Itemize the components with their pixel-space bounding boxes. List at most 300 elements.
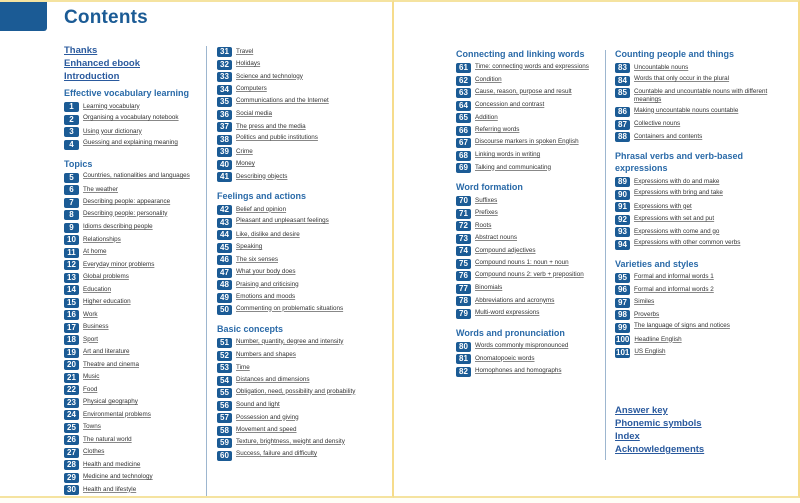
unit-number-badge: 87 bbox=[615, 120, 630, 130]
unit-title[interactable]: Formal and informal words 1 bbox=[634, 273, 714, 280]
unit-number-badge: 34 bbox=[217, 85, 232, 95]
section-heading: Varieties and styles bbox=[615, 258, 699, 269]
unit-title[interactable]: Words commonly mispronounced bbox=[475, 342, 569, 349]
unit-title[interactable]: Sound and light bbox=[236, 401, 280, 408]
unit-link[interactable] bbox=[217, 171, 367, 182]
unit-title[interactable]: Travel bbox=[236, 47, 254, 55]
unit-link[interactable] bbox=[456, 233, 604, 244]
unit-number-badge: 49 bbox=[217, 293, 232, 303]
unit-link[interactable] bbox=[64, 347, 204, 358]
unit-number-badge: 79 bbox=[456, 309, 471, 319]
unit-number-badge: 38 bbox=[217, 135, 232, 145]
unit-link[interactable] bbox=[64, 372, 204, 383]
unit-number-badge: 43 bbox=[217, 218, 232, 228]
unit-link[interactable] bbox=[217, 350, 367, 361]
contents-column-3 bbox=[456, 48, 604, 385]
unit-title[interactable]: The press and the media bbox=[236, 122, 306, 130]
unit-title[interactable]: Higher education bbox=[83, 298, 131, 305]
unit-title[interactable]: Movement and speed bbox=[236, 426, 297, 433]
unit-link[interactable] bbox=[64, 459, 204, 470]
link-thanks[interactable]: Thanks bbox=[64, 45, 98, 56]
unit-title[interactable]: Formal and informal words 2 bbox=[634, 285, 714, 293]
unit-link[interactable] bbox=[217, 292, 367, 303]
unit-link[interactable] bbox=[615, 201, 775, 212]
unit-title[interactable]: Number, quantity, degree and intensity bbox=[236, 337, 344, 345]
unit-title[interactable]: Compound nouns 1: noun + noun bbox=[475, 259, 569, 266]
unit-link[interactable] bbox=[217, 362, 367, 373]
unit-title[interactable]: Expressions with get bbox=[634, 202, 692, 210]
unit-number-badge: 92 bbox=[615, 215, 630, 225]
unit-link[interactable] bbox=[456, 258, 604, 269]
unit-title[interactable]: Clothes bbox=[83, 448, 105, 455]
contents-section bbox=[217, 190, 367, 315]
unit-number-badge: 99 bbox=[615, 323, 630, 333]
unit-title[interactable]: Homophones and homographs bbox=[475, 367, 562, 374]
unit-number-badge: 76 bbox=[456, 271, 471, 281]
unit-number-badge: 6 bbox=[64, 185, 79, 195]
section-heading: Effective vocabulary learning bbox=[64, 88, 190, 98]
unit-link[interactable] bbox=[456, 341, 604, 352]
unit-title[interactable]: Addition bbox=[475, 113, 498, 121]
unit-title[interactable]: Expressions with come and go bbox=[634, 227, 720, 235]
unit-title[interactable]: Texture, brightness, weight and density bbox=[236, 437, 345, 445]
unit-link[interactable] bbox=[217, 96, 367, 107]
contents-column-2 bbox=[217, 46, 367, 469]
unit-title[interactable]: Time bbox=[236, 363, 250, 371]
unit-title[interactable]: Physical geography bbox=[83, 398, 138, 405]
unit-link[interactable] bbox=[64, 222, 204, 233]
unit-link[interactable] bbox=[456, 295, 604, 306]
unit-number-badge: 74 bbox=[456, 246, 471, 256]
unit-number-badge: 83 bbox=[615, 63, 630, 73]
unit-link[interactable] bbox=[64, 197, 204, 208]
unit-link[interactable] bbox=[64, 184, 204, 195]
unit-link[interactable] bbox=[456, 366, 604, 377]
unit-title[interactable]: The language of signs and notices bbox=[634, 322, 730, 329]
unit-number-badge: 81 bbox=[456, 354, 471, 364]
unit-link[interactable] bbox=[615, 272, 775, 283]
unit-title[interactable]: Speaking bbox=[236, 243, 263, 250]
unit-title[interactable]: Distances and dimensions bbox=[236, 376, 310, 383]
unit-number-badge: 46 bbox=[217, 255, 232, 265]
contents-section bbox=[456, 48, 604, 173]
unit-number-badge: 18 bbox=[64, 335, 79, 345]
unit-number-badge: 54 bbox=[217, 376, 232, 386]
unit-title[interactable]: Using your dictionary bbox=[83, 127, 142, 135]
unit-number-badge: 32 bbox=[217, 60, 232, 70]
unit-number-badge: 40 bbox=[217, 160, 232, 170]
unit-number-badge: 14 bbox=[64, 285, 79, 295]
unit-number-badge: 9 bbox=[64, 223, 79, 233]
unit-link[interactable] bbox=[217, 229, 367, 240]
unit-link[interactable] bbox=[615, 297, 775, 308]
unit-link[interactable] bbox=[456, 100, 604, 111]
unit-title[interactable]: Praising and criticising bbox=[236, 280, 299, 288]
unit-number-badge: 28 bbox=[64, 460, 79, 470]
unit-link[interactable] bbox=[64, 101, 204, 112]
unit-link[interactable] bbox=[456, 112, 604, 123]
unit-title[interactable]: Theatre and cinema bbox=[83, 360, 140, 368]
unit-title[interactable]: Countries, nationalities and languages bbox=[83, 172, 190, 179]
unit-number-badge: 10 bbox=[64, 235, 79, 245]
unit-title[interactable]: Obligation, need, possibility and probability bbox=[236, 387, 356, 395]
unit-number-badge: 72 bbox=[456, 221, 471, 231]
unit-number-badge: 15 bbox=[64, 298, 79, 308]
unit-link[interactable] bbox=[64, 114, 204, 125]
unit-title[interactable]: Expressions with do and make bbox=[634, 177, 720, 185]
unit-number-badge: 63 bbox=[456, 88, 471, 98]
unit-link[interactable] bbox=[456, 270, 604, 281]
unit-title[interactable]: Expressions with set and put bbox=[634, 215, 715, 222]
unit-title[interactable]: Guessing and explaining meaning bbox=[83, 139, 178, 146]
section-heading: Phrasal verbs and verb-based expressions bbox=[615, 151, 744, 173]
unit-link[interactable] bbox=[64, 334, 204, 345]
unit-title[interactable]: Collective nouns bbox=[634, 120, 681, 127]
link-acknowledgements[interactable]: Acknowledgements bbox=[615, 444, 705, 455]
unit-number-badge: 57 bbox=[217, 413, 232, 423]
unit-link[interactable] bbox=[217, 159, 367, 170]
unit-number-badge: 95 bbox=[615, 273, 630, 283]
unit-title[interactable]: Commenting on problematic situations bbox=[236, 304, 344, 312]
unit-title[interactable]: Food bbox=[83, 385, 98, 393]
unit-link[interactable] bbox=[615, 226, 775, 237]
right-page bbox=[394, 0, 800, 498]
link-phonemic-symbols[interactable]: Phonemic symbols bbox=[615, 418, 702, 429]
unit-number-badge: 12 bbox=[64, 260, 79, 270]
unit-title[interactable]: Making uncountable nouns countable bbox=[634, 106, 739, 114]
unit-link[interactable] bbox=[217, 337, 367, 348]
unit-link[interactable] bbox=[217, 437, 367, 448]
unit-title[interactable]: Learning vocabulary bbox=[83, 102, 140, 110]
unit-link[interactable] bbox=[64, 172, 204, 183]
unit-link[interactable] bbox=[615, 106, 775, 117]
unit-link[interactable] bbox=[456, 308, 604, 319]
unit-title[interactable]: Talking and communicating bbox=[475, 163, 551, 171]
unit-link[interactable] bbox=[217, 217, 367, 228]
unit-title[interactable]: Countable and uncountable nouns with different meanings bbox=[634, 87, 768, 103]
unit-title[interactable]: Multi-word expressions bbox=[475, 309, 540, 316]
front-matter-links bbox=[64, 44, 204, 83]
unit-link[interactable] bbox=[456, 208, 604, 219]
contents-section bbox=[456, 327, 604, 377]
unit-link[interactable] bbox=[456, 245, 604, 256]
unit-number-badge: 64 bbox=[456, 101, 471, 111]
unit-link[interactable] bbox=[615, 239, 775, 250]
unit-title[interactable]: Art and literature bbox=[83, 348, 130, 355]
unit-link[interactable] bbox=[64, 322, 204, 333]
unit-link[interactable] bbox=[64, 309, 204, 320]
unit-title[interactable]: Linking words in writing bbox=[475, 151, 541, 158]
unit-title[interactable]: Crime bbox=[236, 147, 253, 155]
unit-title[interactable]: Binomials bbox=[475, 284, 503, 291]
unit-number-badge: 97 bbox=[615, 298, 630, 308]
unit-link[interactable] bbox=[64, 297, 204, 308]
unit-number-badge: 25 bbox=[64, 423, 79, 433]
unit-link[interactable] bbox=[615, 309, 775, 320]
unit-link[interactable] bbox=[217, 267, 367, 278]
unit-number-badge: 24 bbox=[64, 410, 79, 420]
unit-link[interactable] bbox=[217, 134, 367, 145]
unit-link[interactable] bbox=[456, 137, 604, 148]
unit-link[interactable] bbox=[217, 254, 367, 265]
unit-number-badge: 68 bbox=[456, 151, 471, 161]
unit-title[interactable]: Success, failure and difficulty bbox=[236, 450, 318, 457]
unit-number-badge: 52 bbox=[217, 351, 232, 361]
unit-link[interactable] bbox=[64, 397, 204, 408]
unit-title[interactable]: Compound adjectives bbox=[475, 246, 536, 254]
link-enhanced-ebook[interactable]: Enhanced ebook bbox=[64, 58, 141, 69]
unit-title[interactable]: Money bbox=[236, 160, 255, 167]
contents-section bbox=[615, 48, 775, 142]
unit-title[interactable]: Like, dislike and desire bbox=[236, 230, 300, 238]
unit-number-badge: 19 bbox=[64, 348, 79, 358]
unit-link[interactable] bbox=[217, 121, 367, 132]
unit-number-badge: 50 bbox=[217, 305, 232, 315]
unit-link[interactable] bbox=[64, 484, 204, 495]
unit-link[interactable] bbox=[217, 46, 367, 57]
unit-title[interactable]: Numbers and shapes bbox=[236, 351, 296, 358]
unit-link[interactable] bbox=[64, 259, 204, 270]
unit-number-badge: 4 bbox=[64, 140, 79, 150]
unit-title[interactable]: Sport bbox=[83, 335, 99, 343]
unit-title[interactable]: Everyday minor problems bbox=[83, 260, 155, 268]
unit-link[interactable] bbox=[217, 425, 367, 436]
unit-title[interactable]: Expressions with bring and take bbox=[634, 189, 723, 196]
unit-title[interactable]: Referring words bbox=[475, 126, 520, 133]
unit-title[interactable]: Social media bbox=[236, 110, 273, 117]
unit-link[interactable] bbox=[64, 472, 204, 483]
unit-title[interactable]: Emotions and moods bbox=[236, 293, 296, 300]
unit-link[interactable] bbox=[615, 347, 775, 358]
unit-number-badge: 86 bbox=[615, 107, 630, 117]
unit-title[interactable]: Describing objects bbox=[236, 172, 288, 180]
unit-link[interactable] bbox=[217, 279, 367, 290]
unit-link[interactable] bbox=[456, 220, 604, 231]
column-divider bbox=[605, 50, 606, 460]
unit-link[interactable] bbox=[64, 384, 204, 395]
unit-number-badge: 47 bbox=[217, 268, 232, 278]
unit-title[interactable]: Abstract nouns bbox=[475, 234, 518, 241]
unit-title[interactable]: The weather bbox=[83, 185, 119, 193]
unit-number-badge: 80 bbox=[456, 342, 471, 352]
unit-title[interactable]: Proverbs bbox=[634, 310, 660, 318]
contents-section bbox=[64, 158, 204, 496]
unit-title[interactable]: Health and lifestyle bbox=[83, 485, 137, 493]
unit-number-badge: 75 bbox=[456, 259, 471, 269]
unit-link[interactable] bbox=[217, 375, 367, 386]
unit-title[interactable]: Describing people: appearance bbox=[83, 198, 171, 205]
unit-number-badge: 36 bbox=[217, 110, 232, 120]
unit-link[interactable] bbox=[217, 400, 367, 411]
unit-title[interactable]: Computers bbox=[236, 85, 267, 92]
unit-link[interactable] bbox=[64, 409, 204, 420]
section-heading: Topics bbox=[64, 158, 93, 169]
unit-title[interactable]: Idioms describing people bbox=[83, 223, 153, 230]
unit-title[interactable]: Pleasant and unpleasant feelings bbox=[236, 217, 329, 224]
section-heading: Words and pronunciation bbox=[456, 327, 565, 338]
unit-link[interactable] bbox=[615, 189, 775, 200]
unit-number-badge: 82 bbox=[456, 367, 471, 377]
unit-title[interactable]: Uncountable nouns bbox=[634, 63, 689, 71]
unit-link[interactable] bbox=[64, 272, 204, 283]
unit-title[interactable]: Headline English bbox=[634, 335, 682, 343]
unit-link[interactable] bbox=[615, 75, 775, 86]
unit-title[interactable]: Onomatopoeic words bbox=[475, 354, 535, 362]
unit-number-badge: 39 bbox=[217, 147, 232, 157]
unit-title[interactable]: Work bbox=[83, 310, 98, 318]
unit-title[interactable]: Cause, reason, purpose and result bbox=[475, 87, 572, 95]
unit-title[interactable]: Abbreviations and acronyms bbox=[475, 296, 555, 304]
unit-number-badge: 1 bbox=[64, 102, 79, 112]
unit-link[interactable] bbox=[217, 146, 367, 157]
unit-title[interactable]: Discourse markers in spoken English bbox=[475, 137, 579, 145]
unit-number-badge: 84 bbox=[615, 76, 630, 86]
unit-number-badge: 90 bbox=[615, 190, 630, 200]
section-heading: Connecting and linking words bbox=[456, 49, 585, 59]
unit-link[interactable] bbox=[456, 150, 604, 161]
unit-link[interactable] bbox=[64, 126, 204, 137]
unit-link[interactable] bbox=[64, 359, 204, 370]
unit-number-badge: 91 bbox=[615, 202, 630, 212]
unit-link[interactable] bbox=[615, 322, 775, 333]
unit-link[interactable] bbox=[64, 234, 204, 245]
unit-number-badge: 31 bbox=[217, 47, 232, 57]
unit-link[interactable] bbox=[456, 87, 604, 98]
unit-link[interactable] bbox=[456, 195, 604, 206]
unit-title[interactable]: Education bbox=[83, 285, 112, 293]
unit-link[interactable] bbox=[217, 304, 367, 315]
unit-title[interactable]: Communications and the Internet bbox=[236, 96, 329, 104]
unit-title[interactable]: Holidays bbox=[236, 60, 261, 67]
link-index[interactable]: Index bbox=[615, 431, 640, 442]
unit-number-badge: 44 bbox=[217, 230, 232, 240]
unit-number-badge: 51 bbox=[217, 338, 232, 348]
unit-number-badge: 93 bbox=[615, 227, 630, 237]
unit-title[interactable]: Organising a vocabulary notebook bbox=[83, 114, 179, 121]
unit-link[interactable] bbox=[615, 131, 775, 142]
unit-link[interactable] bbox=[64, 284, 204, 295]
unit-link[interactable] bbox=[64, 422, 204, 433]
unit-number-badge: 41 bbox=[217, 172, 232, 182]
unit-link[interactable] bbox=[456, 353, 604, 364]
unit-link[interactable] bbox=[615, 87, 775, 105]
unit-link[interactable] bbox=[456, 75, 604, 86]
unit-link[interactable] bbox=[217, 71, 367, 82]
unit-title[interactable]: Health and medicine bbox=[83, 460, 141, 468]
unit-link[interactable] bbox=[456, 125, 604, 136]
unit-number-badge: 3 bbox=[64, 127, 79, 137]
unit-link[interactable] bbox=[615, 176, 775, 187]
unit-link[interactable] bbox=[456, 162, 604, 173]
link-introduction[interactable]: Introduction bbox=[64, 71, 120, 82]
unit-link[interactable] bbox=[64, 139, 204, 150]
unit-number-badge: 67 bbox=[456, 138, 471, 148]
unit-link[interactable] bbox=[615, 214, 775, 225]
unit-title[interactable]: Science and technology bbox=[236, 72, 303, 80]
unit-title[interactable]: Environmental problems bbox=[83, 410, 151, 418]
unit-title[interactable]: US English bbox=[634, 348, 666, 355]
unit-title[interactable]: Compound nouns 2: verb + preposition bbox=[475, 270, 584, 278]
unit-link[interactable] bbox=[615, 334, 775, 345]
contents-column-1 bbox=[64, 44, 204, 503]
unit-number-badge: 5 bbox=[64, 173, 79, 183]
page-title: Contents bbox=[64, 7, 148, 28]
unit-number-badge: 100 bbox=[616, 335, 630, 344]
section-heading: Counting people and things bbox=[615, 49, 734, 59]
unit-number-badge: 26 bbox=[64, 435, 79, 445]
unit-title[interactable]: The natural world bbox=[83, 435, 132, 443]
unit-number-badge: 70 bbox=[456, 196, 471, 206]
unit-title[interactable]: Suffixes bbox=[475, 196, 498, 204]
unit-title[interactable]: Expressions with other common verbs bbox=[634, 239, 741, 246]
unit-number-badge: 7 bbox=[64, 198, 79, 208]
unit-number-badge: 37 bbox=[217, 122, 232, 132]
unit-link[interactable] bbox=[456, 283, 604, 294]
unit-title[interactable]: Concession and contrast bbox=[475, 101, 545, 108]
unit-number-badge: 65 bbox=[456, 113, 471, 123]
unit-title[interactable]: Music bbox=[83, 373, 100, 380]
unit-number-badge: 21 bbox=[64, 373, 79, 383]
unit-link[interactable] bbox=[217, 204, 367, 215]
unit-link[interactable] bbox=[615, 62, 775, 73]
unit-link[interactable] bbox=[217, 412, 367, 423]
unit-link[interactable] bbox=[217, 84, 367, 95]
unit-title[interactable]: Roots bbox=[475, 221, 492, 229]
link-answer-key[interactable]: Answer key bbox=[615, 405, 668, 416]
unit-title[interactable]: Prefixes bbox=[475, 209, 498, 216]
unit-number-badge: 29 bbox=[64, 473, 79, 483]
unit-title[interactable]: At home bbox=[83, 248, 107, 255]
unit-title[interactable]: Condition bbox=[475, 76, 502, 83]
section-heading: Basic concepts bbox=[217, 324, 284, 334]
unit-number-badge: 61 bbox=[456, 63, 471, 73]
unit-title[interactable]: Business bbox=[83, 323, 109, 330]
unit-title[interactable]: Words that only occur in the plural bbox=[634, 75, 730, 82]
unit-link[interactable] bbox=[64, 247, 204, 258]
unit-title[interactable]: Medicine and technology bbox=[83, 473, 153, 480]
unit-link[interactable] bbox=[217, 59, 367, 70]
contents-section bbox=[615, 150, 775, 250]
unit-title[interactable]: Describing people: personality bbox=[83, 209, 168, 217]
unit-link[interactable] bbox=[64, 209, 204, 220]
unit-link[interactable] bbox=[217, 109, 367, 120]
unit-title[interactable]: Time: connecting words and expressions bbox=[475, 62, 589, 70]
unit-title[interactable]: Belief and opinion bbox=[236, 205, 287, 213]
unit-title[interactable]: Possession and giving bbox=[236, 413, 299, 421]
unit-link[interactable] bbox=[615, 119, 775, 130]
unit-title[interactable]: Global problems bbox=[83, 273, 129, 280]
unit-number-badge: 88 bbox=[615, 132, 630, 142]
unit-link[interactable] bbox=[217, 387, 367, 398]
unit-link[interactable] bbox=[615, 284, 775, 295]
unit-link[interactable] bbox=[217, 242, 367, 253]
unit-title[interactable]: Containers and contents bbox=[634, 132, 703, 140]
unit-link[interactable] bbox=[217, 450, 367, 461]
unit-title[interactable]: What your body does bbox=[236, 268, 296, 275]
unit-link[interactable] bbox=[64, 434, 204, 445]
unit-title[interactable]: Towns bbox=[83, 423, 101, 430]
unit-link[interactable] bbox=[456, 62, 604, 73]
unit-number-badge: 23 bbox=[64, 398, 79, 408]
unit-title[interactable]: Relationships bbox=[83, 235, 121, 243]
unit-title[interactable]: Politics and public institutions bbox=[236, 134, 318, 141]
unit-number-badge: 33 bbox=[217, 72, 232, 82]
unit-link[interactable] bbox=[64, 447, 204, 458]
unit-number-badge: 58 bbox=[217, 426, 232, 436]
unit-title[interactable]: Similes bbox=[634, 298, 655, 305]
unit-title[interactable]: The six senses bbox=[236, 255, 278, 263]
contents-section bbox=[456, 181, 604, 319]
